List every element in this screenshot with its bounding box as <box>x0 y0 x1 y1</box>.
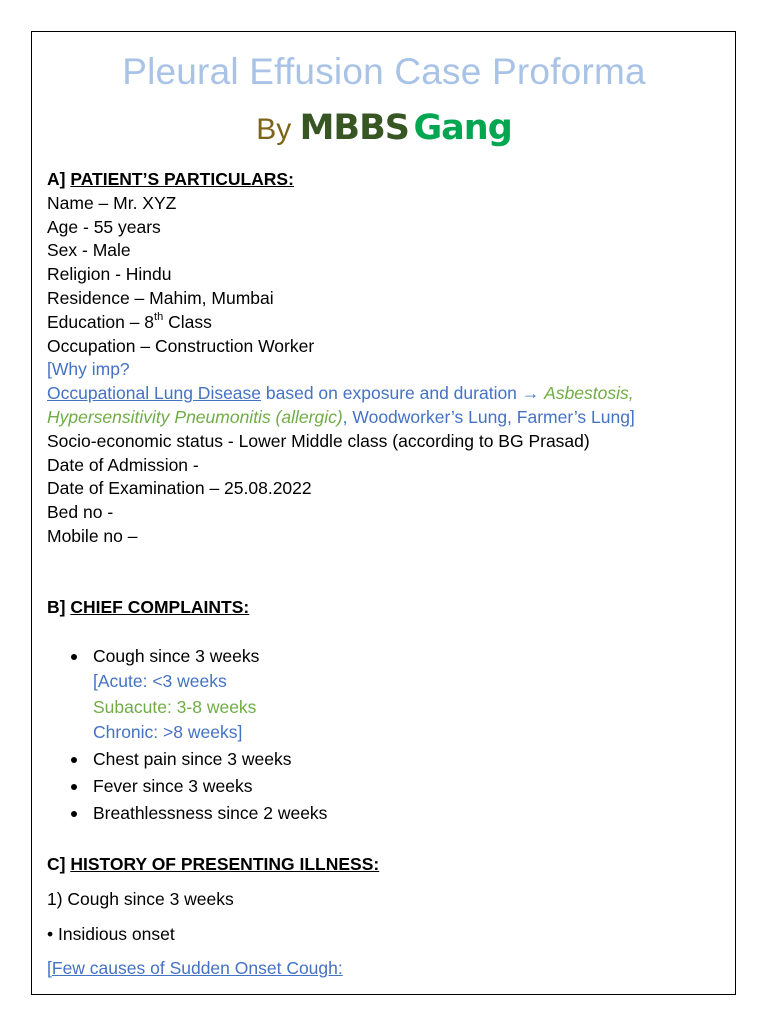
list-item <box>47 747 707 773</box>
complaint-text: Breathlessness since 2 weeks <box>93 803 328 824</box>
occupational-lung-disease-link[interactable]: Occupational Lung Disease <box>47 383 262 404</box>
occupational-disease-line <box>47 382 707 406</box>
section-b-heading <box>47 596 707 620</box>
patient-religion: Religion - Hindu <box>47 264 172 285</box>
complaint-text: Chest pain since 3 weeks <box>93 749 292 770</box>
subtitle-gang: Gang <box>413 108 512 148</box>
section-a-letter: A] <box>47 169 71 189</box>
sudden-onset-link[interactable]: Few causes of Sudden Onset Cough: <box>51 958 343 979</box>
occupational-exposure-text: based on exposure and duration → <box>261 383 545 404</box>
occupational-disease-line-2 <box>47 406 707 430</box>
bullet-icon <box>71 784 77 790</box>
chief-complaints-list <box>47 644 707 827</box>
complaint-text: Fever since 3 weeks <box>93 776 253 797</box>
sudden-onset-causes <box>47 957 707 981</box>
socio-economic-status: Socio-economic status - Lower Middle class (according to BG Prasad) <box>47 430 590 451</box>
sudden-bracket: [ <box>47 958 52 979</box>
spacer <box>47 828 707 853</box>
date-of-admission: Date of Admission - <box>47 454 199 475</box>
document-body <box>47 168 707 981</box>
bullet-icon <box>71 654 77 660</box>
section-a-title: PATIENT’S PARTICULARS: <box>70 169 294 189</box>
cough-subacute-note: Subacute: 3-8 weeks <box>93 696 257 717</box>
hpi-point-1: 1) Cough since 3 weeks <box>47 888 234 909</box>
section-b-title: CHIEF COMPLAINTS: <box>70 596 250 617</box>
patient-residence: Residence – Mahim, Mumbai <box>47 287 274 308</box>
document-title: Pleural Effusion Case Proforma <box>122 51 646 92</box>
hpi-onset: • Insidious onset <box>47 923 175 944</box>
subtitle-mbbs: MBBS <box>299 108 409 148</box>
complaint-text: Cough since 3 weeks <box>93 645 260 666</box>
subtitle-by: By <box>256 113 300 146</box>
section-a-heading <box>47 168 707 192</box>
woodworker-text: , Woodworker’s Lung, Farmer’s Lung] <box>342 406 635 427</box>
patient-education <box>47 311 707 335</box>
asbestosis-text: Asbestosis, <box>544 383 634 404</box>
bullet-icon <box>71 757 77 763</box>
list-item <box>47 774 707 800</box>
patient-sex: Sex - Male <box>47 240 131 261</box>
section-b-letter: B] <box>47 596 71 617</box>
section-c-heading <box>47 853 707 877</box>
section-c-title: HISTORY OF PRESENTING ILLNESS: <box>70 854 380 875</box>
list-item <box>47 644 707 746</box>
education-suffix: Class <box>163 311 212 332</box>
why-imp-note: [Why imp? <box>47 359 130 380</box>
patient-name: Name – Mr. XYZ <box>47 192 177 213</box>
patient-age: Age - 55 years <box>47 216 161 237</box>
document-subtitle <box>0 106 768 157</box>
cough-acute-note: [Acute: <3 weeks <box>93 671 227 692</box>
mobile-number: Mobile no – <box>47 525 138 546</box>
section-c-letter: C] <box>47 854 71 875</box>
bullet-icon <box>71 811 77 817</box>
cough-chronic-note: Chronic: >8 weeks] <box>93 722 243 743</box>
hypersensitivity-text: Hypersensitivity Pneumonitis (allergic) <box>47 406 343 427</box>
date-of-examination: Date of Examination – 25.08.2022 <box>47 478 312 499</box>
spacer <box>47 549 707 596</box>
patient-occupation: Occupation – Construction Worker <box>47 335 315 356</box>
education-prefix: Education – 8 <box>47 311 155 332</box>
list-item <box>47 801 707 827</box>
spacer <box>47 620 707 644</box>
education-superscript: th <box>154 310 164 323</box>
bed-number: Bed no - <box>47 502 114 523</box>
